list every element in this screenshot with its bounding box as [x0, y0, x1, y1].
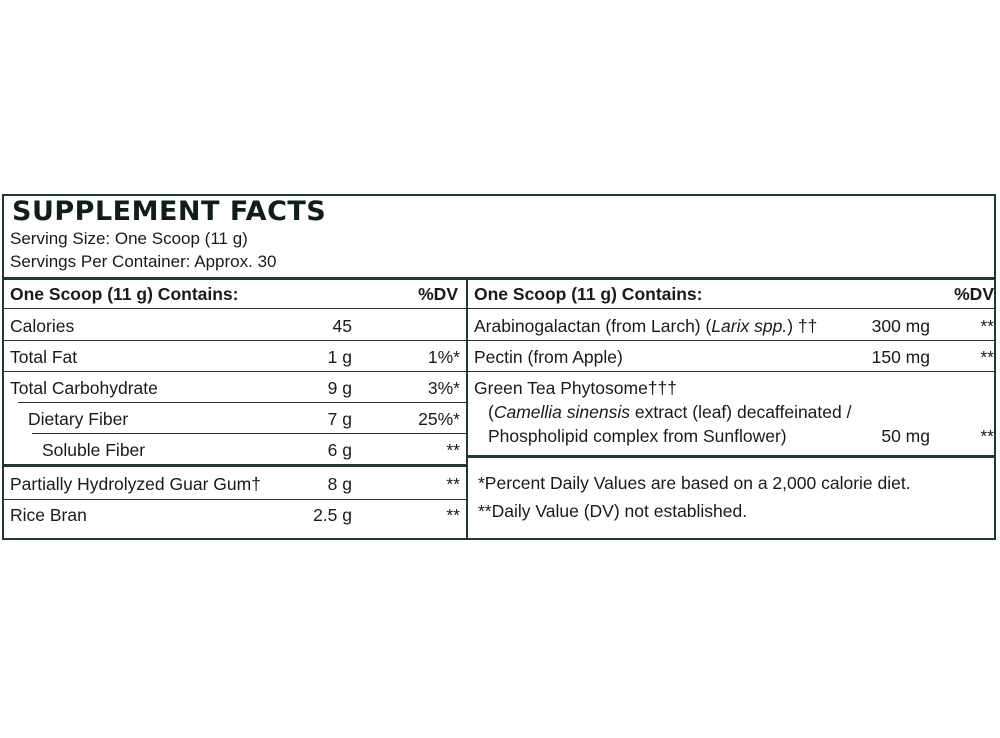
header-divider: [4, 277, 994, 280]
row-divider: [32, 433, 466, 434]
left-header-label: One Scoop (11 g) Contains:: [10, 284, 239, 304]
row-name: Partially Hydrolyzed Guar Gum†: [10, 474, 261, 494]
row-subtext: Phospholipid complex from Sunflower): [488, 426, 787, 446]
row-dv: 1%*: [427, 347, 460, 367]
footnote-daily-values: *Percent Daily Values are based on a 2,000 calorie diet.: [478, 473, 911, 493]
row-divider: [4, 499, 466, 500]
footnote-dv-not-established: **Daily Value (DV) not established.: [478, 501, 748, 521]
row-amount: 50 mg: [881, 426, 930, 446]
row-divider: [4, 340, 466, 341]
column-divider: [466, 280, 468, 538]
row-divider: [4, 371, 466, 372]
row-amount: 45: [332, 316, 352, 336]
row-amount: 300 mg: [871, 316, 930, 336]
row-amount: 9 g: [327, 378, 352, 398]
row-divider: [468, 308, 994, 309]
row-dv: **: [980, 347, 994, 367]
row-dv: **: [446, 474, 460, 494]
row-amount: 2.5 g: [313, 505, 352, 525]
row-dv: 3%*: [427, 378, 460, 398]
supplement-facts-panel: [2, 194, 996, 540]
row-name: Soluble Fiber: [42, 440, 146, 460]
row-divider: [468, 371, 994, 372]
right-dv-header: %DV: [954, 284, 994, 304]
row-amount: 1 g: [327, 347, 352, 367]
row-amount: 6 g: [327, 440, 352, 460]
row-name: Dietary Fiber: [28, 409, 129, 429]
row-name: Total Fat: [10, 347, 78, 367]
row-name: Total Carbohydrate: [10, 378, 158, 398]
row-subtext: (Camellia sinensis extract (leaf) decaffeinated /: [488, 402, 852, 422]
section-divider: [468, 455, 994, 458]
row-dv: **: [446, 440, 460, 460]
servings-per-container: Servings Per Container: Approx. 30: [10, 252, 277, 271]
row-dv: **: [446, 505, 460, 525]
serving-size: Serving Size: One Scoop (11 g): [10, 229, 248, 248]
row-amount: 7 g: [327, 409, 352, 429]
row-name: Pectin (from Apple): [474, 347, 623, 367]
row-name: Green Tea Phytosome†††: [474, 378, 678, 398]
panel-title: SUPPLEMENT FACTS: [12, 196, 327, 227]
right-header-label: One Scoop (11 g) Contains:: [474, 284, 703, 304]
section-divider: [4, 464, 466, 467]
left-dv-header: %DV: [418, 284, 458, 304]
row-name: Calories: [10, 316, 75, 336]
row-divider: [4, 308, 466, 309]
row-divider: [18, 402, 466, 403]
row-name: Arabinogalactan (from Larch) (Larix spp.) ††: [474, 316, 818, 336]
row-dv: **: [980, 316, 994, 336]
row-amount: 8 g: [327, 474, 352, 494]
row-dv: 25%*: [418, 409, 460, 429]
row-divider: [468, 340, 994, 341]
row-name: Rice Bran: [10, 505, 87, 525]
row-dv: **: [980, 426, 994, 446]
row-amount: 150 mg: [871, 347, 930, 367]
